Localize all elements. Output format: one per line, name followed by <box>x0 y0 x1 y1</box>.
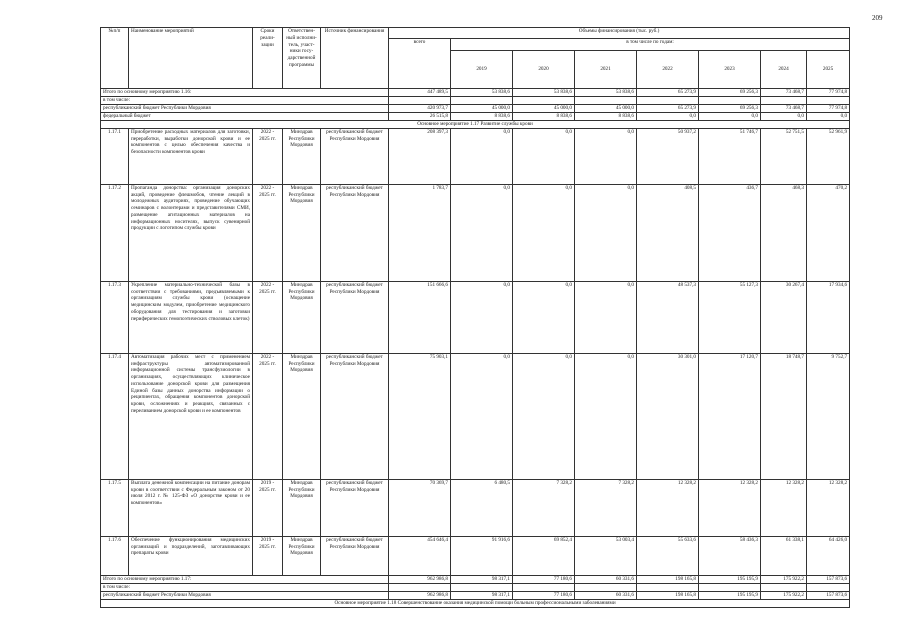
term: 2019 - 2025 гг. <box>253 536 283 575</box>
summary-label: республиканский бюджет Республики Мордовия <box>101 104 389 112</box>
header-term: Сроки реали-зации <box>253 28 283 89</box>
responsible: Минздрав Республики Мордовия <box>283 281 321 353</box>
summary-value: 53 838,6 <box>513 89 575 97</box>
term: 2022 - 2025 гг. <box>253 184 283 281</box>
summary-value: 198 165,8 <box>637 575 699 583</box>
amount: 470,2 <box>807 184 850 281</box>
header-name: Наименование мероприятий <box>129 28 253 89</box>
summary-value: 962 986,8 <box>389 575 451 583</box>
table-row <box>101 184 850 281</box>
summary-value: 26 515,8 <box>389 112 451 120</box>
summary-value: 0,0 <box>807 112 850 120</box>
empty-cell <box>761 97 807 105</box>
amount: 12 328,2 <box>807 479 850 536</box>
term: 2019 - 2025 гг. <box>253 479 283 536</box>
header-byyear: в том числе по годам: <box>451 39 850 51</box>
incl-117-row <box>101 583 850 591</box>
summary-value: 8 838,6 <box>451 112 513 120</box>
summary-label: в том числе: <box>101 97 389 105</box>
summary-value: 45 000,0 <box>513 104 575 112</box>
table-row <box>101 536 850 575</box>
summary-value: 8 838,6 <box>575 112 637 120</box>
summary-label: в том числе: <box>101 583 389 591</box>
summary-value: 77 180,6 <box>513 591 575 599</box>
rb-116-row <box>101 104 850 112</box>
year-header: 2024 <box>761 51 807 89</box>
header-src: Источник финансирования <box>321 28 389 89</box>
rb-117-row <box>101 591 850 599</box>
summary-value: 157 873,6 <box>807 575 850 583</box>
summary-label: Итого по основному мероприятию 1.17: <box>101 575 389 583</box>
summary-value: 77 974,8 <box>807 89 850 97</box>
summary-value: 77 974,8 <box>807 104 850 112</box>
amount: 70 369,7 <box>389 479 451 536</box>
amount: 12 328,2 <box>699 479 761 536</box>
summary-value: 98 317,1 <box>451 575 513 583</box>
year-header: 2019 <box>451 51 513 89</box>
year-header: 2025 <box>807 51 850 89</box>
summary-value: 60 331,6 <box>575 591 637 599</box>
summary-value: 53 838,6 <box>575 89 637 97</box>
summary-value: 0,0 <box>699 112 761 120</box>
amount: 91 916,6 <box>451 536 513 575</box>
amount: 9 752,7 <box>807 353 850 479</box>
amount: 17 934,6 <box>807 281 850 353</box>
empty-cell <box>699 583 761 591</box>
amount: 0,0 <box>451 184 513 281</box>
header-volume: Объемы финансирования (тыс. руб.) <box>389 28 850 39</box>
amount: 12 328,2 <box>761 479 807 536</box>
row-number: 1.17.4 <box>101 353 129 479</box>
summary-value: 175 922,2 <box>761 591 807 599</box>
summary-value: 45 000,0 <box>451 104 513 112</box>
summary-value: 195 195,9 <box>699 575 761 583</box>
amount: 50 937,2 <box>637 128 699 184</box>
funding-source: республиканский бюджет Республики Мордовия <box>321 184 389 281</box>
summary-value: 73 468,7 <box>761 104 807 112</box>
summary-value: 73 468,7 <box>761 89 807 97</box>
empty-cell <box>389 583 451 591</box>
amount: 436,7 <box>699 184 761 281</box>
amount: 30 267,4 <box>761 281 807 353</box>
empty-cell <box>761 583 807 591</box>
amount: 12 328,2 <box>637 479 699 536</box>
amount: 0,0 <box>451 128 513 184</box>
empty-cell <box>699 97 761 105</box>
empty-cell <box>637 97 699 105</box>
amount: 0,0 <box>575 281 637 353</box>
term: 2022 - 2025 гг. <box>253 281 283 353</box>
empty-cell <box>451 97 513 105</box>
row-number: 1.17.6 <box>101 536 129 575</box>
header-total: всего <box>389 39 451 89</box>
empty-cell <box>513 97 575 105</box>
amount: 0,0 <box>575 353 637 479</box>
summary-value: 0,0 <box>761 112 807 120</box>
amount: 454 646,4 <box>389 536 451 575</box>
amount: 75 903,1 <box>389 353 451 479</box>
header-num: №п/п <box>101 28 129 89</box>
total-117-row <box>101 575 850 583</box>
amount: 30 301,0 <box>637 353 699 479</box>
financing-table <box>100 27 850 608</box>
summary-value: 69 256,3 <box>699 89 761 97</box>
amount: 0,0 <box>575 184 637 281</box>
summary-value: 195 195,9 <box>699 591 761 599</box>
header-row <box>101 28 850 39</box>
activity-name: Приобретение расходных материалов для заготовки, переработки, выработки донорской крови и ее компонентов с целью обеспечения качества и безопасности компонентов крови <box>129 128 253 184</box>
summary-label: республиканский бюджет Республики Мордовия <box>101 591 389 599</box>
amount: 0,0 <box>513 184 575 281</box>
amount: 55 127,3 <box>699 281 761 353</box>
responsible: Минздрав Республики Мордовия <box>283 536 321 575</box>
year-header: 2022 <box>637 51 699 89</box>
amount: 18 748,7 <box>761 353 807 479</box>
amount: 208 397,3 <box>389 128 451 184</box>
row-number: 1.17.3 <box>101 281 129 353</box>
year-header: 2021 <box>575 51 637 89</box>
funding-source: республиканский бюджет Республики Мордовия <box>321 479 389 536</box>
funding-source: республиканский бюджет Республики Мордовия <box>321 353 389 479</box>
amount: 0,0 <box>513 281 575 353</box>
fb-116-row <box>101 112 850 120</box>
activity-name: Автоматизация рабочих мест с применением инфраструктуры автоматизированной информационной системы трансфузиологии в организациях, осуществляющих клиническое использование донорской крови для размещения Единой базы данных донорства информации о реципиентах, обращения компонентов донорской крови, осложнениях и реакциях, связанных с переливанием донорской крови и ее компонентов <box>129 353 253 479</box>
summary-value: 65 273,9 <box>637 104 699 112</box>
summary-value: 962 986,8 <box>389 591 451 599</box>
summary-value: 198 165,8 <box>637 591 699 599</box>
amount: 7 328,2 <box>513 479 575 536</box>
summary-label: федеральный бюджет <box>101 112 389 120</box>
amount: 17 120,7 <box>699 353 761 479</box>
row-number: 1.17.2 <box>101 184 129 281</box>
incl-116-row <box>101 97 850 105</box>
summary-value: 420 973,7 <box>389 104 451 112</box>
row-number: 1.17.1 <box>101 128 129 184</box>
section-117-title-row <box>101 120 850 128</box>
term: 2022 - 2025 гг. <box>253 353 283 479</box>
amount: 61 338,1 <box>761 536 807 575</box>
summary-value: 77 180,6 <box>513 575 575 583</box>
amount: 51 746,7 <box>699 128 761 184</box>
responsible: Минздрав Республики Мордовия <box>283 128 321 184</box>
amount: 64 426,0 <box>807 536 850 575</box>
term: 2022 - 2025 гг. <box>253 128 283 184</box>
responsible: Минздрав Республики Мордовия <box>283 479 321 536</box>
summary-value: 65 273,9 <box>637 89 699 97</box>
summary-value: 175 922,2 <box>761 575 807 583</box>
amount: 55 633,6 <box>637 536 699 575</box>
page-number: 209 <box>872 14 883 22</box>
amount: 468,3 <box>761 184 807 281</box>
funding-source: республиканский бюджет Республики Мордовия <box>321 536 389 575</box>
amount: 53 003,4 <box>575 536 637 575</box>
summary-value: 45 000,0 <box>575 104 637 112</box>
summary-value: 0,0 <box>637 112 699 120</box>
amount: 151 666,6 <box>389 281 451 353</box>
activity-name: Обеспечение функционирования медицинских организаций и подразделений, заготавливающих препараты крови <box>129 536 253 575</box>
summary-value: 157 873,6 <box>807 591 850 599</box>
year-header: 2023 <box>699 51 761 89</box>
summary-value: 8 838,6 <box>513 112 575 120</box>
section-title: Основное мероприятие 1.18 Совершенствование оказания медицинской помощи больным профессиональными заболеваниями <box>101 599 850 607</box>
empty-cell <box>513 583 575 591</box>
row-number: 1.17.5 <box>101 479 129 536</box>
header-resp: Ответствен-ный исполни-тель, участ-ники госу-дарственной программы <box>283 28 321 89</box>
funding-source: республиканский бюджет Республики Мордовия <box>321 281 389 353</box>
table-row <box>101 479 850 536</box>
amount: 0,0 <box>513 353 575 479</box>
amount: 0,0 <box>575 128 637 184</box>
total-116-row <box>101 89 850 97</box>
amount: 0,0 <box>451 353 513 479</box>
empty-cell <box>807 583 850 591</box>
summary-value: 60 331,6 <box>575 575 637 583</box>
amount: 0,0 <box>513 128 575 184</box>
year-header: 2020 <box>513 51 575 89</box>
empty-cell <box>389 97 451 105</box>
amount: 7 328,2 <box>575 479 637 536</box>
amount: 0,0 <box>451 281 513 353</box>
amount: 1 783,7 <box>389 184 451 281</box>
activity-name: Выплата денежной компенсации на питание донорам крови в соответствии с Федеральным законом от 20 июля 2012 г. № 125-ФЗ «О донорстве крови и ее компонентов» <box>129 479 253 536</box>
amount: 48 537,3 <box>637 281 699 353</box>
amount: 69 852,4 <box>513 536 575 575</box>
empty-cell <box>575 97 637 105</box>
section-title: Основное мероприятие 1.17 Развитие службы крови <box>101 120 850 128</box>
summary-value: 53 838,6 <box>451 89 513 97</box>
section-118-title-row <box>101 599 850 607</box>
amount: 52 961,9 <box>807 128 850 184</box>
summary-value: 447 489,5 <box>389 89 451 97</box>
funding-source: республиканский бюджет Республики Мордовия <box>321 128 389 184</box>
table-row <box>101 281 850 353</box>
amount: 52 751,5 <box>761 128 807 184</box>
empty-cell <box>575 583 637 591</box>
summary-value: 98 317,1 <box>451 591 513 599</box>
responsible: Минздрав Республики Мордовия <box>283 353 321 479</box>
summary-label: Итого по основному мероприятию 1.16: <box>101 89 389 97</box>
amount: 58 436,3 <box>699 536 761 575</box>
table-row <box>101 128 850 184</box>
summary-value: 69 256,3 <box>699 104 761 112</box>
amount: 6 480,5 <box>451 479 513 536</box>
activity-name: Укрепление материально-технической базы в соответствии с требованиями, предъявляемыми к организациям службы крови (оснащение медицинским модулем, приобретение медицинского оборудования для тестирования и заготовки периферических гемопоэтических стволовых клеток) <box>129 281 253 353</box>
empty-cell <box>807 97 850 105</box>
table-row <box>101 353 850 479</box>
activity-name: Пропаганда донорства: организация донорских акций, проведение флешмобов, чтение лекций в молодежных аудиториях, проведение обучающих семинаров с волонтерами и представителями СМИ, размещение агитационных материалов на информационных носителях, выпуск сувенирной продукции с логотипом службы крови <box>129 184 253 281</box>
amount: 408,5 <box>637 184 699 281</box>
empty-cell <box>637 583 699 591</box>
empty-cell <box>451 583 513 591</box>
responsible: Минздрав Республики Мордовия <box>283 184 321 281</box>
